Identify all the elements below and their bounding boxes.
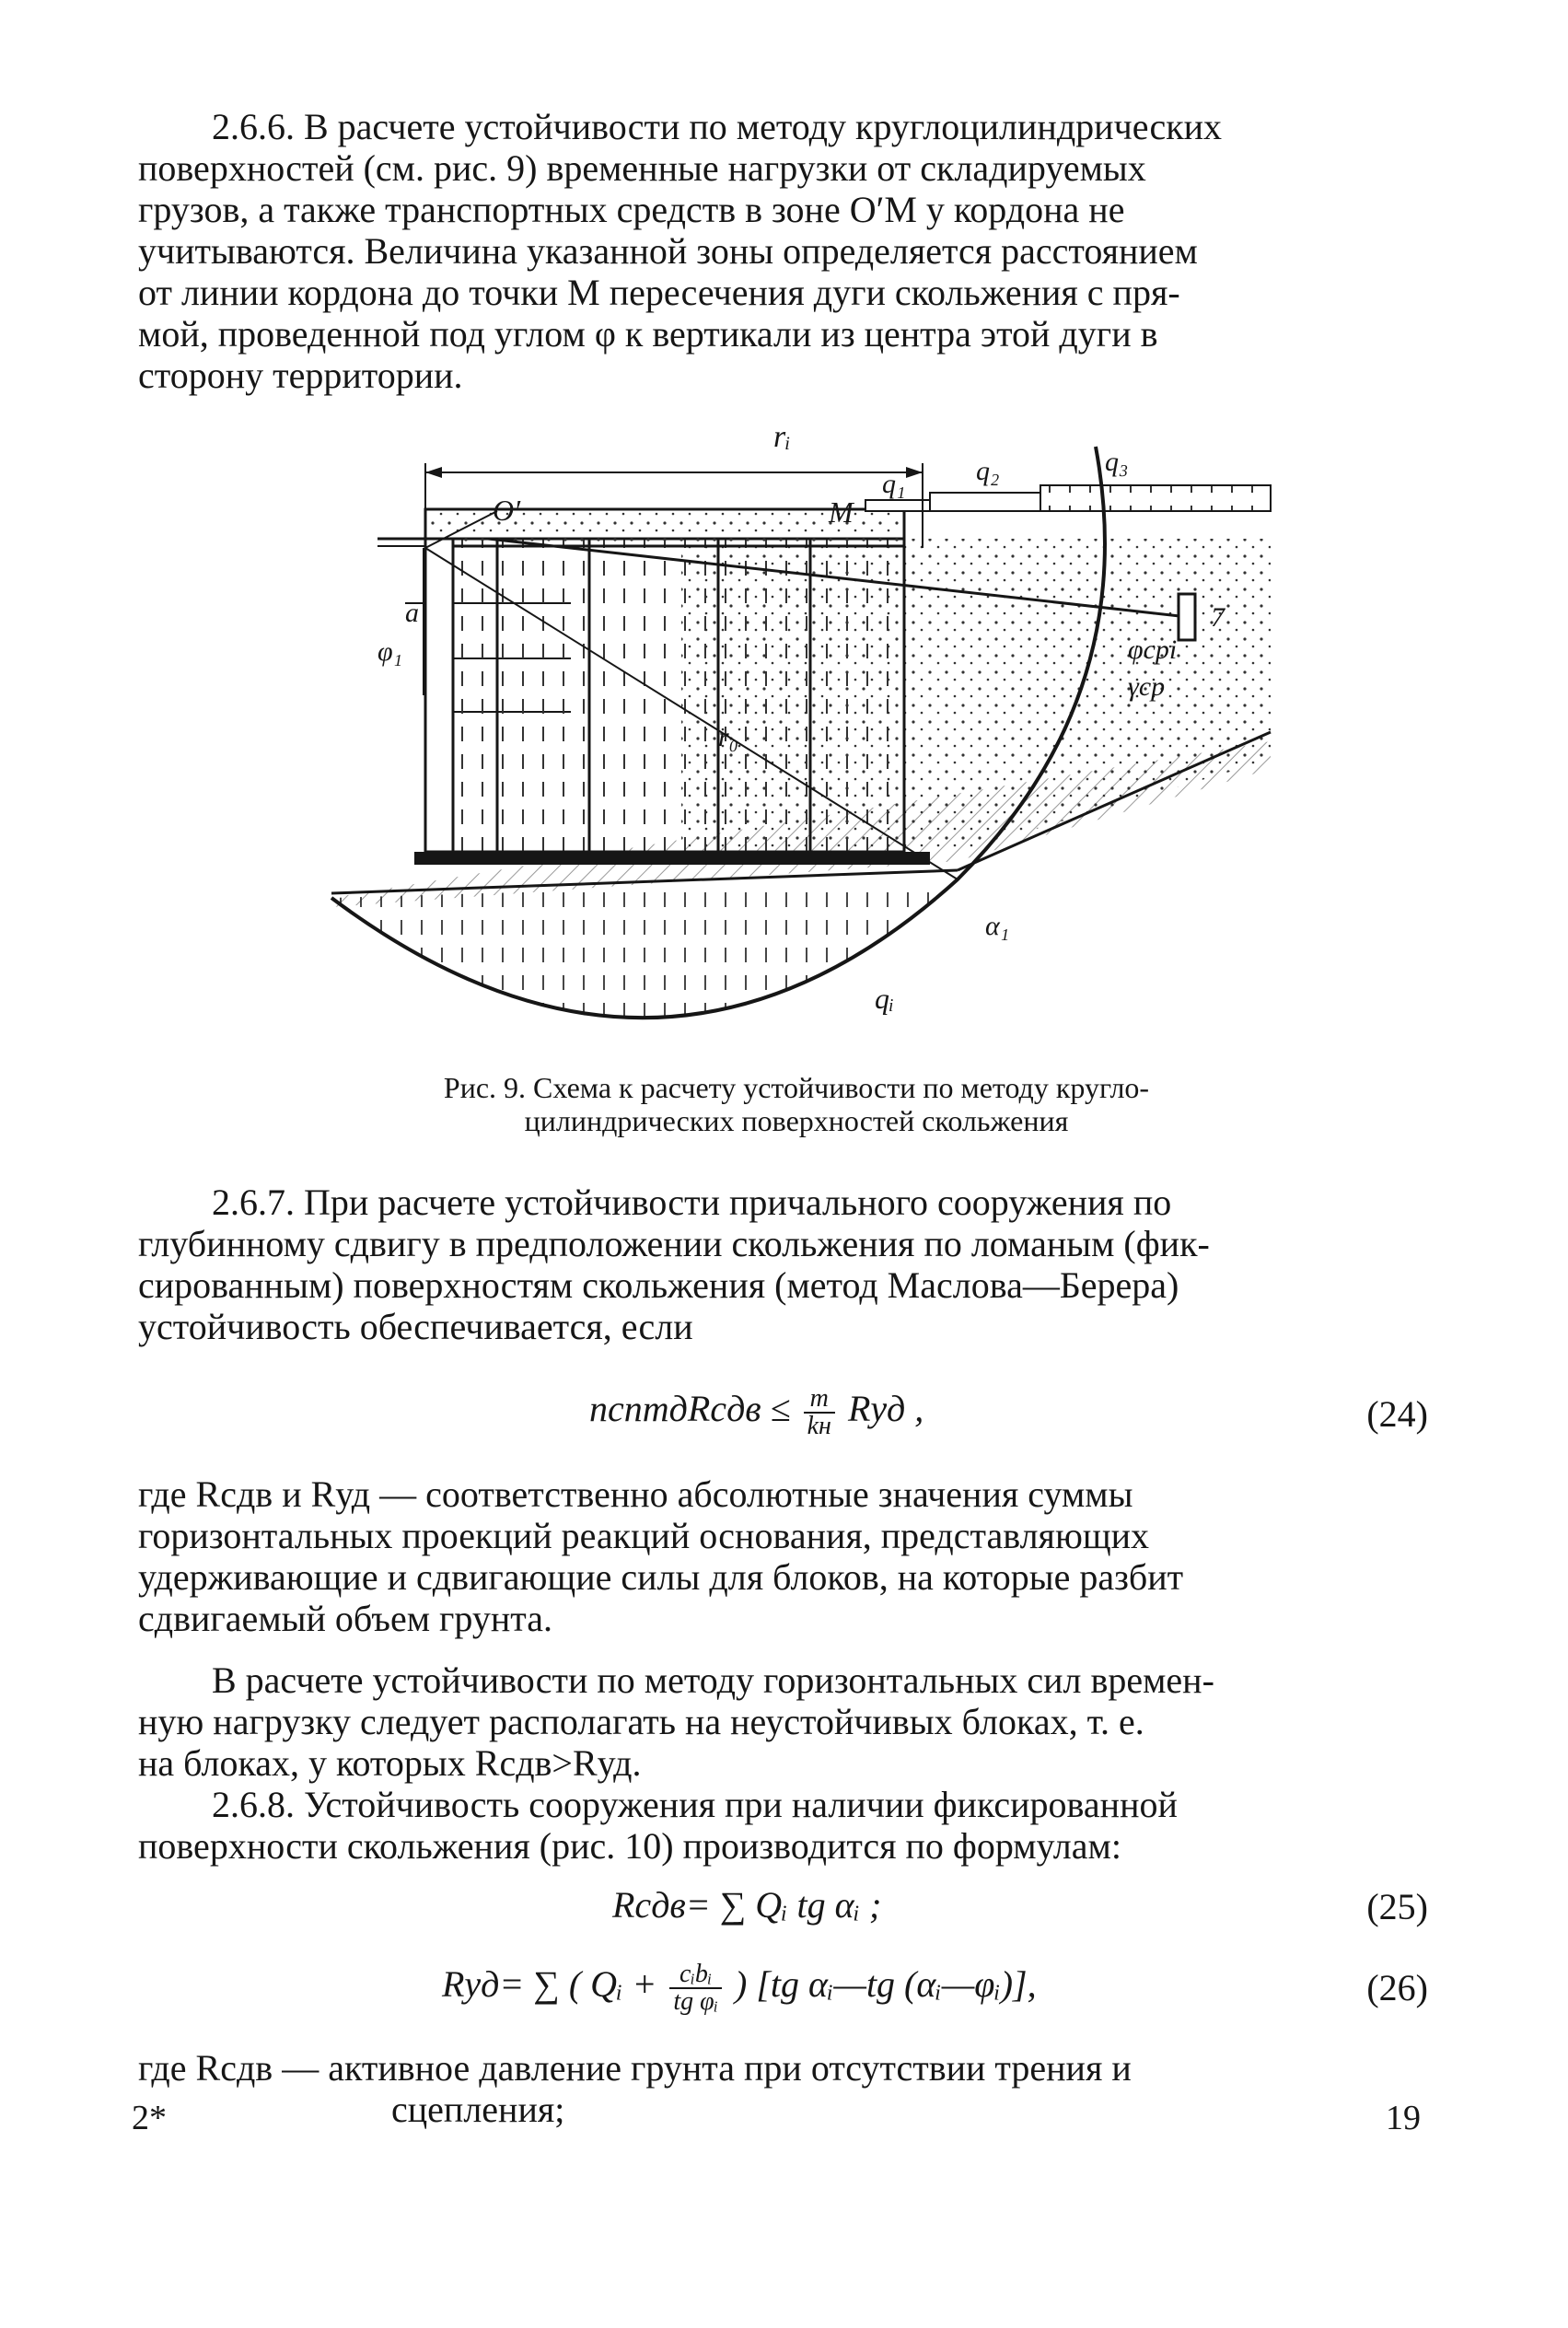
text-line: поверхности скольжения (рис. 10) производится по формулам:: [138, 1825, 1121, 1867]
equation-number: (25): [1366, 1886, 1428, 1927]
text-line: В расчете устойчивости по методу горизонтальных сил времен-: [212, 1659, 1214, 1701]
paragraph-where-24: [138, 1473, 1436, 1639]
load-q2: [930, 493, 1040, 511]
formula-fraction: [669, 1961, 722, 2015]
label-q2: q₂: [976, 456, 1000, 486]
text-line: 2.6.7. При расчете устойчивости причального сооружения по: [212, 1181, 1172, 1223]
text-line: 2.6.6. В расчете устойчивости по методу круглоцилиндрических: [212, 106, 1223, 147]
text-line: от линии кордона до точки М пересечения дуги скольжения с пря-: [138, 272, 1180, 313]
formula-26: [442, 1961, 1037, 2015]
formula-rhs: ) [tg αᵢ—tg (αᵢ—φᵢ)],: [735, 1963, 1037, 2006]
text-line: грузов, а также транспортных средств в зоне O′M у кордона не: [138, 189, 1125, 230]
label-ri: rᵢ: [773, 420, 791, 454]
equation-number: (26): [1366, 1967, 1428, 2008]
paragraph-2-6-6: [138, 106, 1436, 396]
paragraph-where-26: [138, 2047, 1436, 2130]
formula-lhs: Rуд= ∑ ( Qᵢ +: [442, 1963, 657, 2006]
text-line: где Rсдв и Rуд — соответственно абсолютные значения суммы: [138, 1473, 1133, 1515]
fraction-numerator: cᵢbᵢ: [669, 1961, 722, 1989]
label-qi: qᵢ: [875, 982, 895, 1015]
anchor-plate: [1179, 594, 1195, 640]
paragraph-2-6-7: [138, 1181, 1436, 1347]
fraction-numerator: m: [804, 1386, 835, 1414]
figure-caption: [313, 1071, 1280, 1137]
load-q1: [865, 500, 930, 511]
label-alpha1: α₁: [985, 911, 1010, 941]
text-line: сторону территории.: [138, 355, 463, 396]
text-line: учитываются. Величина указанной зоны определяется расстоянием: [138, 230, 1198, 272]
text-line: сдвигаемый объем грунта.: [138, 1598, 553, 1639]
formula-25: Rсдв= ∑ Qᵢ tg αᵢ ;: [612, 1884, 882, 1926]
figure-9-diagram: [313, 419, 1289, 1045]
label-r0: r₀: [718, 722, 739, 752]
equation-number: (24): [1366, 1393, 1428, 1435]
label-gamma-cp: γср: [1128, 671, 1166, 702]
label-a: a: [405, 598, 419, 628]
fraction-denominator: kн: [807, 1412, 831, 1440]
text-line: горизонтальных проекций реакций основания, представляющих: [138, 1515, 1150, 1556]
label-m: M: [829, 495, 854, 529]
label-q3: q₃: [1105, 447, 1129, 477]
quay-wall-front: [425, 539, 453, 852]
load-q3: [1040, 485, 1271, 511]
text-line: сированным) поверхностям скольжения (метод Маслова—Берера): [138, 1264, 1179, 1306]
text-line: поверхностей (см. рис. 9) временные нагрузки от складируемых: [138, 147, 1146, 189]
slip-zone-lower: [331, 879, 958, 1018]
fraction-denominator: tg φᵢ: [673, 1987, 719, 2016]
label-phi-cpi: φсрi: [1128, 634, 1178, 665]
caption-line: цилиндрических поверхностей скольжения: [524, 1104, 1069, 1137]
label-o-prime: O′: [493, 494, 521, 527]
formula-lhs: nсnmдRсдв ≤: [589, 1388, 791, 1430]
paragraph-2-6-8: [138, 1784, 1436, 1867]
formula-fraction: [804, 1386, 835, 1439]
formula-rhs: Rуд ,: [847, 1388, 924, 1430]
text-line: где Rсдв — активное давление грунта при отсутствии трения и: [138, 2047, 1132, 2089]
label-phi1: φ₁: [377, 636, 403, 667]
paragraph-horizontal-forces: [138, 1659, 1436, 1784]
signature-mark: 2*: [132, 2099, 167, 2137]
text-line: удерживающие и сдвигающие силы для блоков, на которые разбит: [138, 1556, 1184, 1598]
text-line: ную нагрузку следует располагать на неустойчивых блоках, т. е.: [138, 1701, 1144, 1742]
text-line: 2.6.8. Устойчивость сооружения при наличии фиксированной: [212, 1784, 1178, 1825]
text-line: сцепления;: [391, 2089, 565, 2130]
label-q1: q₁: [882, 469, 906, 499]
text-line: глубинному сдвигу в предположении скольжения по ломаным (фик-: [138, 1223, 1210, 1264]
text-line: устойчивость обеспечивается, если: [138, 1306, 693, 1347]
page-number: 19: [1386, 2099, 1421, 2137]
label-7: 7: [1211, 602, 1225, 633]
base-slab: [414, 852, 930, 865]
text-line: на блоках, у которых Rсдв>Rуд.: [138, 1742, 642, 1784]
caption-line: Рис. 9. Схема к расчету устойчивости по методу кругло-: [443, 1071, 1150, 1104]
text-line: мой, проведенной под углом φ к вертикали из центра этой дуги в: [138, 313, 1158, 355]
formula-24: [589, 1386, 923, 1439]
